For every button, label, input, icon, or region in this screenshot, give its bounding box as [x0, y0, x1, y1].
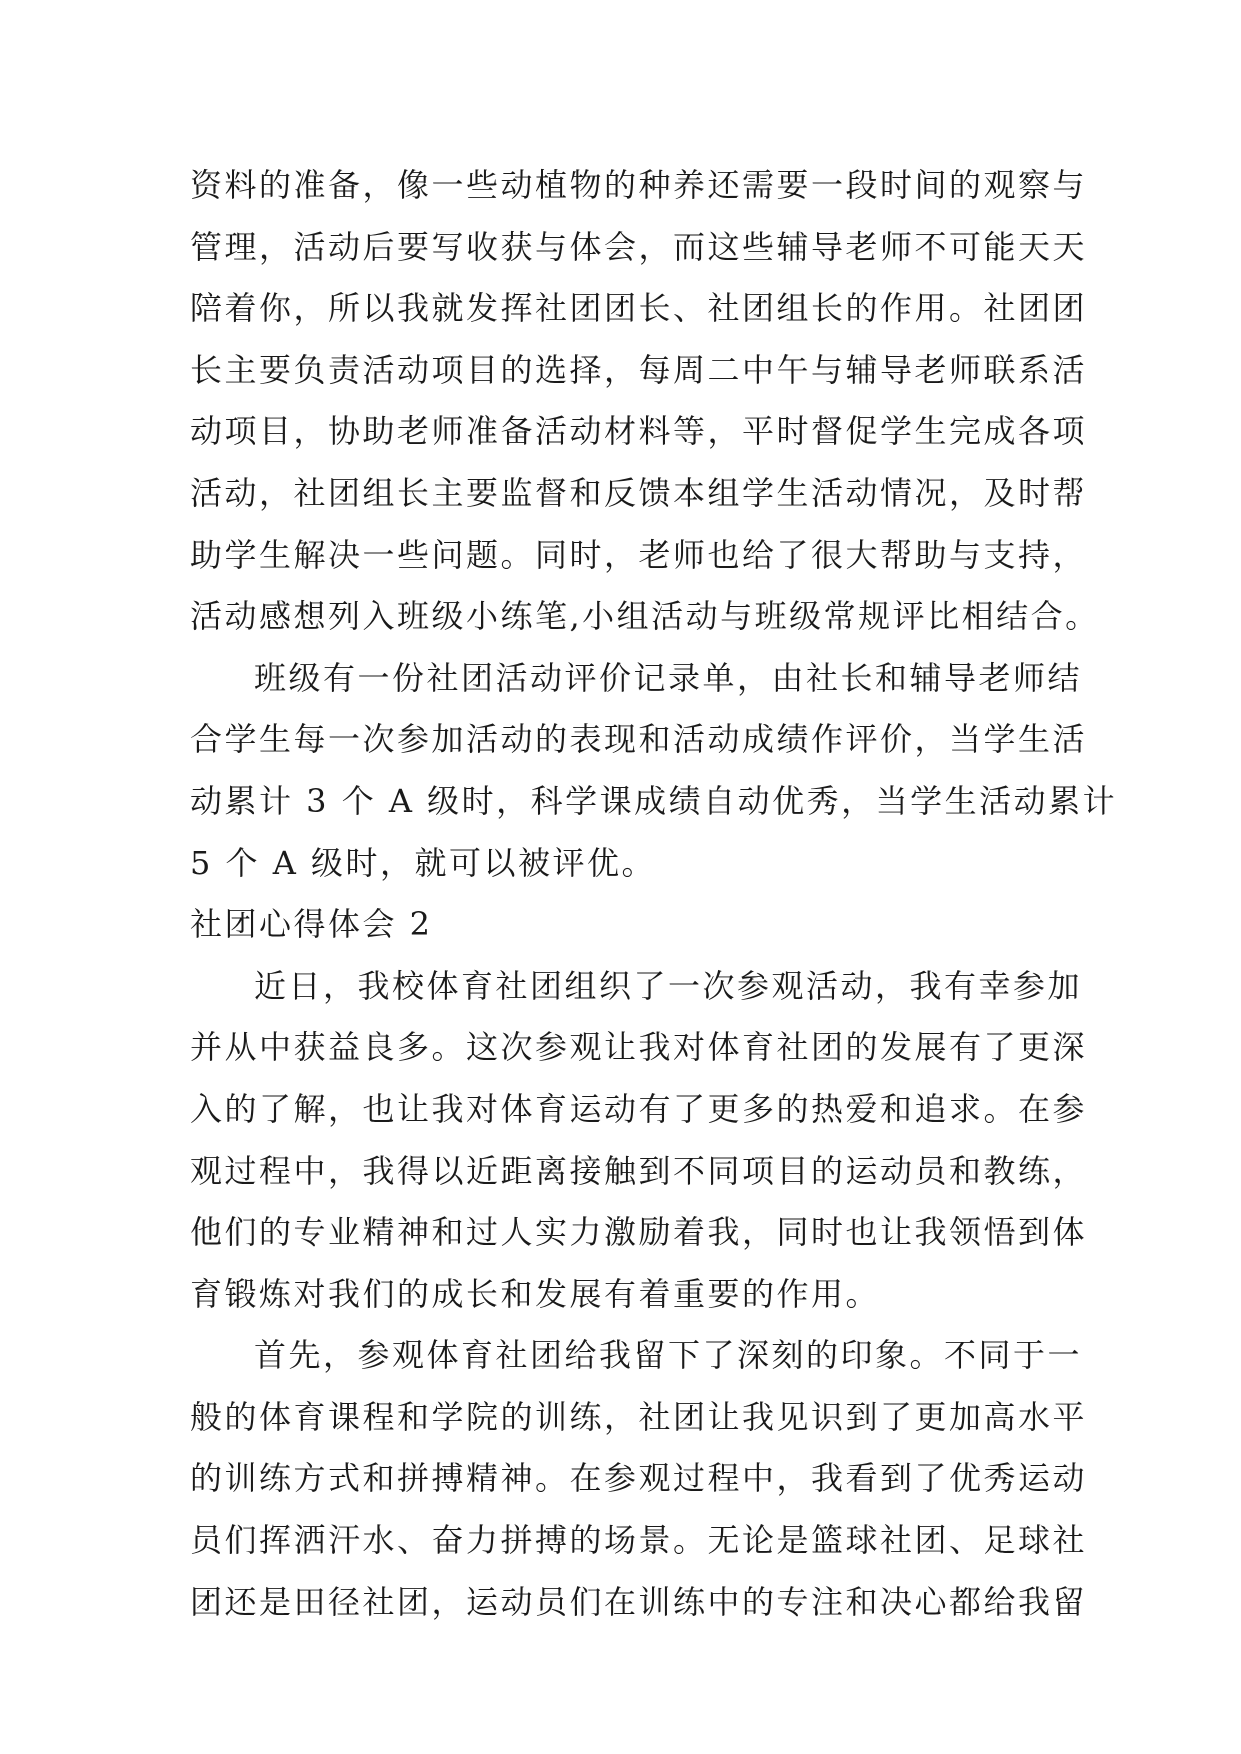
text-line: 般的体育课程和学院的训练，社团让我见识到了更加高水平 [190, 1397, 1088, 1436]
text-line: 入的了解，也让我对体育运动有了更多的热爱和追求。在参 [190, 1089, 1088, 1128]
text-line: 他们的专业精神和过人实力激励着我，同时也让我领悟到体 [190, 1213, 1088, 1252]
section-heading: 社团心得体会 2 [190, 905, 433, 944]
text-line: 陪着你，所以我就发挥社团团长、社团组长的作用。社团团 [190, 289, 1088, 328]
document-body [190, 155, 1118, 1633]
text-line: 长主要负责活动项目的选择，每周二中午与辅导老师联系活 [190, 350, 1088, 389]
text-line: 动项目，协助老师准备活动材料等，平时督促学生完成各项 [190, 412, 1088, 451]
text-line: 助学生解决一些问题。同时，老师也给了很大帮助与支持， [190, 535, 1088, 574]
text-line: 活动感想列入班级小练笔,小组活动与班级常规评比相结合。 [190, 597, 1100, 636]
paragraph-first-line: 首先，参观体育社团给我留下了深刻的印象。不同于一 [254, 1336, 1083, 1375]
text-line: 员们挥洒汗水、奋力拼搏的场景。无论是篮球社团、足球社 [190, 1521, 1088, 1560]
paragraph-first-line: 近日，我校体育社团组织了一次参观活动，我有幸参加 [254, 966, 1083, 1005]
text-line: 育锻炼对我们的成长和发展有着重要的作用。 [190, 1274, 881, 1313]
text-line: 合学生每一次参加活动的表现和活动成绩作评价，当学生活 [190, 720, 1088, 759]
text-line: 动累计 3 个 A 级时，科学课成绩自动优秀，当学生活动累计 [190, 781, 1118, 820]
text-line: 5 个 A 级时，就可以被评优。 [190, 843, 656, 882]
text-line: 团还是田径社团，运动员们在训练中的专注和决心都给我留 [190, 1582, 1088, 1621]
text-line: 资料的准备，像一些动植物的种养还需要一段时间的观察与 [190, 166, 1088, 204]
text-line: 活动，社团组长主要监督和反馈本组学生活动情况，及时帮 [190, 473, 1088, 512]
text-line: 管理，活动后要写收获与体会，而这些辅导老师不可能天天 [190, 227, 1088, 266]
paragraph-first-line: 班级有一份社团活动评价记录单，由社长和辅导老师结 [254, 658, 1083, 697]
text-line: 的训练方式和拼搏精神。在参观过程中，我看到了优秀运动 [190, 1459, 1088, 1498]
text-line: 观过程中，我得以近距离接触到不同项目的运动员和教练， [190, 1151, 1088, 1190]
text-line: 并从中获益良多。这次参观让我对体育社团的发展有了更深 [190, 1028, 1088, 1067]
